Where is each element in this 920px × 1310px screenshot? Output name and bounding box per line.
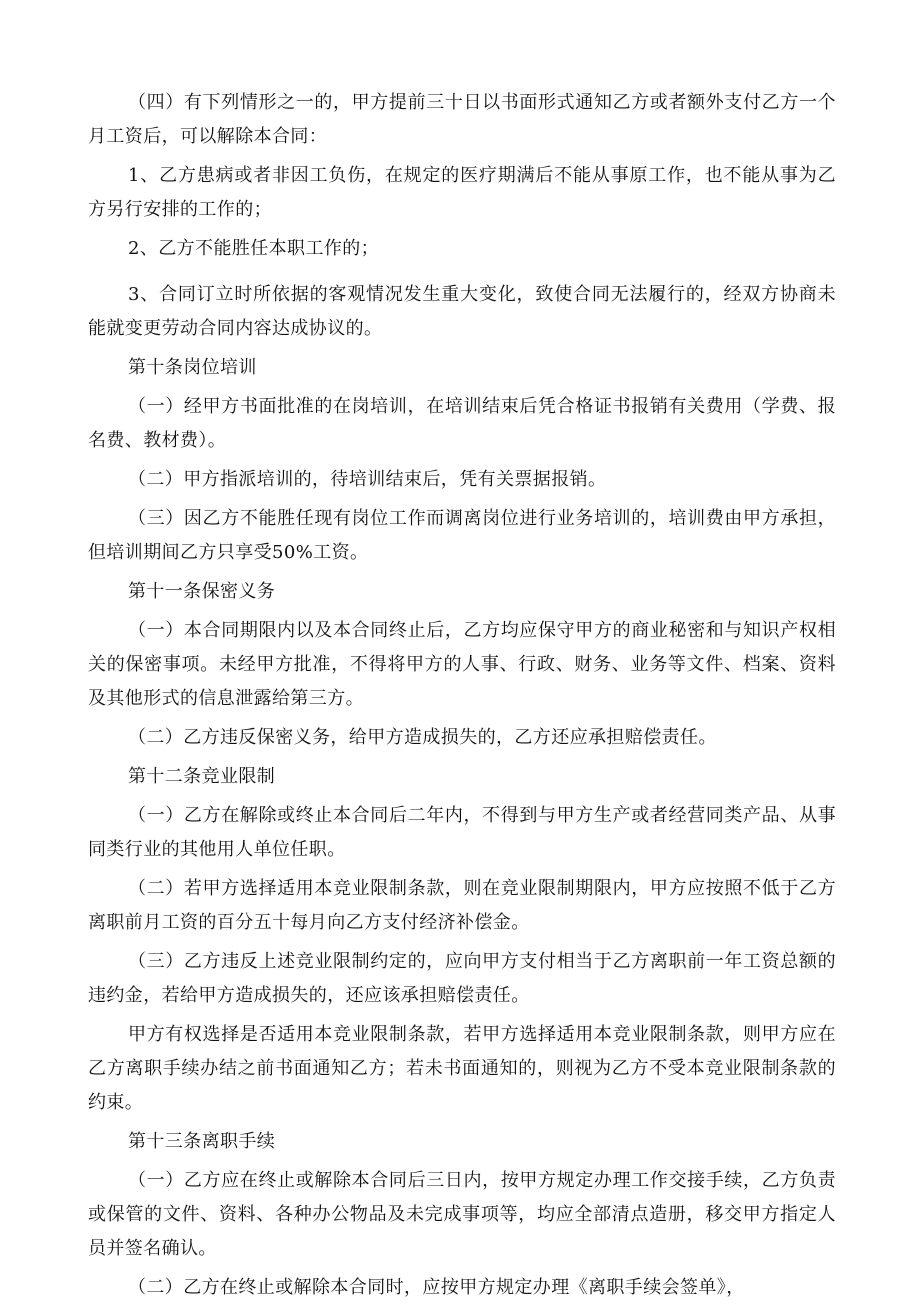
article-13-item-2: （二）乙方在终止或解除本合同时，应按甲方规定办理《离职手续会签单》， (128, 1277, 745, 1298)
article-11-item-1: （一）本合同期限内以及本合同终止后，乙方均应保守甲方的商业秘密和与知识产权相关的保密事项。未经甲方批准，不得将甲方的人事、行政、财务、业务等文件、档案、资料及其他形式的信息泄露给第三方。 (88, 620, 836, 709)
article-11-item-2: （二）乙方违反保密义务，给甲方造成损失的，乙方还应承担赔偿责任。 (128, 727, 717, 748)
article-10-item-1: （一）经甲方书面批准的在岗培训，在培训结束后凭合格证书报销有关费用（学费、报名费、教材费）。 (88, 396, 836, 451)
clause-4-item-1: 1、乙方患病或者非因工负伤，在规定的医疗期满后不能从事原工作，也不能从事为乙方另行安排的工作的； (88, 165, 836, 220)
document-page (88, 86, 836, 1310)
article-10-heading: 第十条岗位培训 (128, 357, 257, 378)
clause-4-item-3: 3、合同订立时所依据的客观情况发生重大变化，致使合同无法履行的，经双方协商未能就变更劳动合同内容达成协议的。 (88, 284, 836, 339)
article-10-item-3: （三）因乙方不能胜任现有岗位工作而调离岗位进行业务培训的，培训费由甲方承担，但培训期间乙方只享受50%工资。 (88, 508, 836, 563)
clause-4-intro: （四）有下列情形之一的，甲方提前三十日以书面形式通知乙方或者额外支付乙方一个月工资后，可以解除本合同： (88, 92, 836, 147)
article-12-item-3: （三）乙方违反上述竞业限制约定的，应向甲方支付相当于乙方离职前一年工资总额的违约金，若给甲方造成损失的，还应该承担赔偿责任。 (88, 951, 836, 1006)
article-13-item-1: （一）乙方应在终止或解除本合同后三日内，按甲方规定办理工作交接手续，乙方负责或保管的文件、资料、各种办公物品及未完成事项等，均应全部清点造册，移交甲方指定人员并签名确认。 (88, 1170, 836, 1259)
article-12-heading: 第十二条竞业限制 (128, 766, 276, 787)
article-10-item-2: （二）甲方指派培训的，待培训结束后，凭有关票据报销。 (128, 469, 607, 490)
article-12-item-2: （二）若甲方选择适用本竞业限制条款，则在竞业限制期限内，甲方应按照不低于乙方离职前月工资的百分五十每月向乙方支付经济补偿金。 (88, 878, 836, 933)
article-11-heading: 第十一条保密义务 (128, 581, 276, 602)
article-12-item-1: （一）乙方在解除或终止本合同后二年内，不得到与甲方生产或者经营同类产品、从事同类行业的其他用人单位任职。 (88, 805, 836, 860)
clause-4-item-2: 2、乙方不能胜任本职工作的； (128, 238, 380, 259)
article-12-note: 甲方有权选择是否适用本竞业限制条款，若甲方选择适用本竞业限制条款，则甲方应在乙方离职手续办结之前书面通知乙方；若未书面通知的，则视为乙方不受本竞业限制条款的约束。 (88, 1024, 836, 1113)
article-13-heading: 第十三条离职手续 (128, 1131, 276, 1152)
